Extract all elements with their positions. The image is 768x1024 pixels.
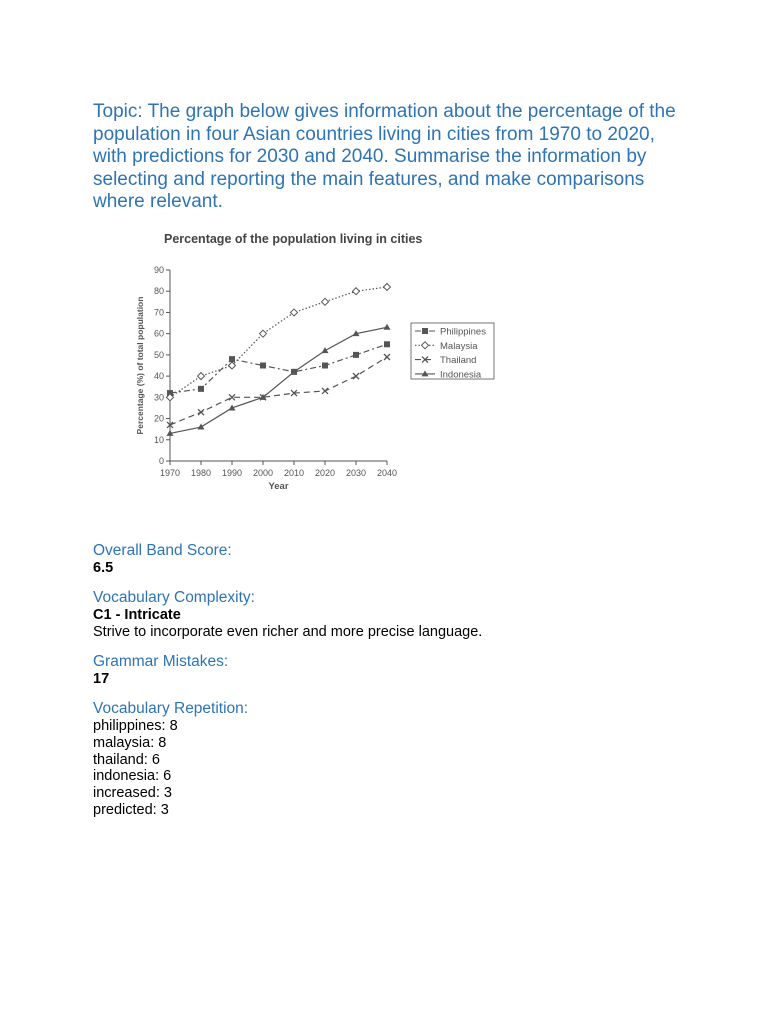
grammar-section [93, 653, 693, 688]
point-malaysia [291, 309, 298, 316]
repetition-item: malaysia: 8 [93, 734, 167, 751]
legend-label-philippines: Philippines [440, 326, 486, 338]
band-score-label: Overall Band Score: [93, 542, 232, 559]
series-line-philippines [170, 344, 387, 393]
band-score-section [93, 542, 693, 577]
y-axis-label: Percentage (%) of total population [135, 296, 145, 435]
y-tick-label: 40 [153, 371, 164, 382]
y-tick-label: 10 [153, 434, 164, 445]
y-tick-label: 60 [153, 328, 164, 339]
vocab-complexity-label: Vocabulary Complexity: [93, 589, 255, 606]
legend-label-malaysia: Malaysia [440, 340, 478, 352]
x-tick-label: 2030 [345, 468, 367, 478]
point-malaysia [198, 373, 205, 380]
y-tick-label: 50 [153, 349, 164, 360]
series-line-malaysia [170, 287, 387, 397]
point-thailand [384, 354, 390, 360]
x-tick-label: 1970 [159, 468, 181, 478]
point-philippines [260, 363, 266, 369]
point-thailand [229, 394, 235, 400]
legend-label-indonesia: Indonesia [440, 369, 482, 381]
point-indonesia [198, 424, 205, 430]
y-tick-label: 20 [153, 413, 164, 424]
point-philippines [198, 386, 204, 392]
y-tick-label: 0 [158, 456, 164, 466]
point-philippines [384, 341, 390, 347]
y-tick-label: 90 [153, 265, 164, 275]
point-malaysia [260, 330, 267, 337]
vocab-complexity-note: Strive to incorporate even richer and more precise language. [93, 624, 483, 640]
x-axis-label: Year [268, 481, 289, 492]
y-tick-label: 80 [153, 286, 164, 297]
point-philippines [229, 356, 235, 362]
topic-paragraph: Topic: The graph below gives information about the percentage of the population in four Asian countries living in cities from 1970 to 2020, with predictions for 2030 and 2040. Summarise the information by selecting and reporting the main features, and make comparisons where relevant. [93, 101, 676, 212]
point-thailand [198, 409, 204, 415]
repetition-label: Vocabulary Repetition: [93, 700, 249, 717]
x-tick-label: 2010 [283, 468, 305, 478]
point-philippines [353, 352, 359, 358]
band-score-value: 6.5 [93, 560, 114, 576]
y-tick-label: 30 [153, 392, 164, 403]
x-tick-label: 1990 [221, 468, 243, 478]
repetition-list [93, 718, 693, 819]
x-tick-label: 2020 [314, 468, 336, 478]
x-tick-label: 2000 [252, 468, 274, 478]
repetition-item: increased: 3 [93, 785, 172, 802]
y-tick-label: 70 [153, 307, 164, 318]
repetition-item: thailand: 6 [93, 751, 160, 768]
repetition-item: predicted: 3 [93, 801, 169, 818]
point-thailand [353, 373, 359, 379]
point-malaysia [384, 283, 391, 290]
point-thailand [322, 388, 328, 394]
chart-title: Percentage of the population living in cities [164, 232, 423, 246]
legend-marker-philippines [422, 328, 428, 334]
repetition-item: indonesia: 6 [93, 768, 172, 785]
point-indonesia [322, 347, 329, 353]
urban-population-chart [128, 226, 508, 496]
x-tick-label: 1980 [190, 468, 212, 478]
legend-label-thailand: Thailand [440, 355, 477, 367]
x-tick-label: 2040 [376, 468, 398, 478]
repetition-item: philippines: 8 [93, 718, 178, 734]
point-philippines [322, 363, 328, 369]
vocab-complexity-section [93, 589, 693, 641]
grammar-value: 17 [93, 671, 110, 687]
grammar-label: Grammar Mistakes: [93, 653, 229, 670]
series-line-indonesia [170, 327, 387, 433]
point-indonesia [384, 324, 391, 330]
vocab-complexity-value: C1 - Intricate [93, 607, 181, 623]
point-malaysia [322, 298, 329, 305]
point-malaysia [353, 288, 360, 295]
repetition-section [93, 700, 693, 819]
